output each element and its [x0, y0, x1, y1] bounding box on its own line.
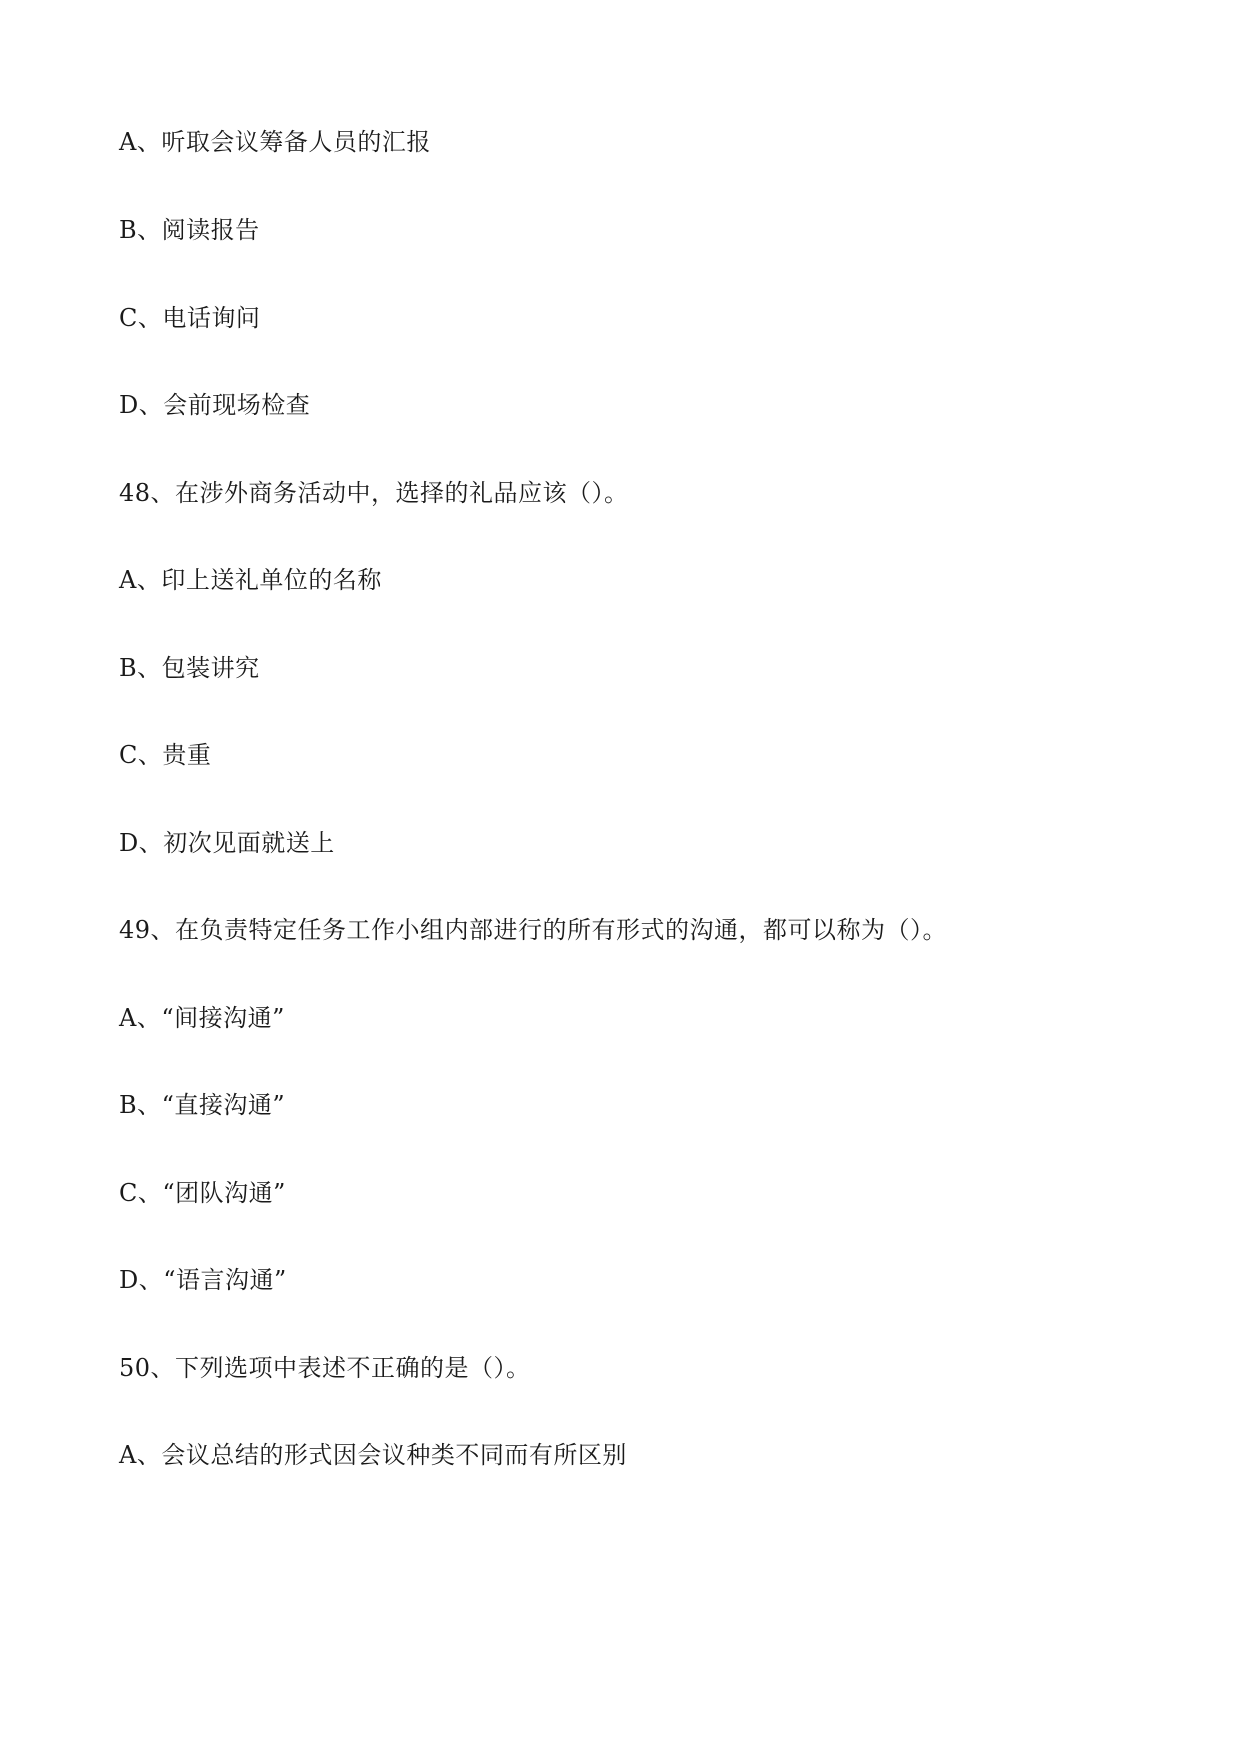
q48-option-d: D、初次见面就送上 [119, 829, 335, 857]
q49-option-a: A、“间接沟通” [119, 1004, 285, 1032]
q49-option-c: C、“团队沟通” [119, 1179, 286, 1207]
q47-option-b: B、阅读报告 [119, 216, 260, 244]
q50-option-a: A、会议总结的形式因会议种类不同而有所区别 [119, 1441, 627, 1469]
q48-option-c: C、贵重 [119, 741, 212, 769]
q47-option-a: A、听取会议筹备人员的汇报 [119, 128, 431, 156]
q47-option-c: C、电话询问 [119, 304, 261, 332]
question-49: 49、在负责特定任务工作小组内部进行的所有形式的沟通，都可以称为（）。 [119, 916, 948, 944]
q49-option-b: B、“直接沟通” [119, 1091, 286, 1119]
q48-option-a: A、印上送礼单位的名称 [119, 566, 382, 594]
q48-option-b: B、包装讲究 [119, 654, 260, 682]
q47-option-d: D、会前现场检查 [119, 391, 311, 419]
q49-option-d: D、“语言沟通” [119, 1266, 287, 1294]
question-48: 48、在涉外商务活动中，选择的礼品应该（）。 [119, 479, 629, 507]
question-50: 50、下列选项中表述不正确的是（）。 [119, 1354, 531, 1382]
